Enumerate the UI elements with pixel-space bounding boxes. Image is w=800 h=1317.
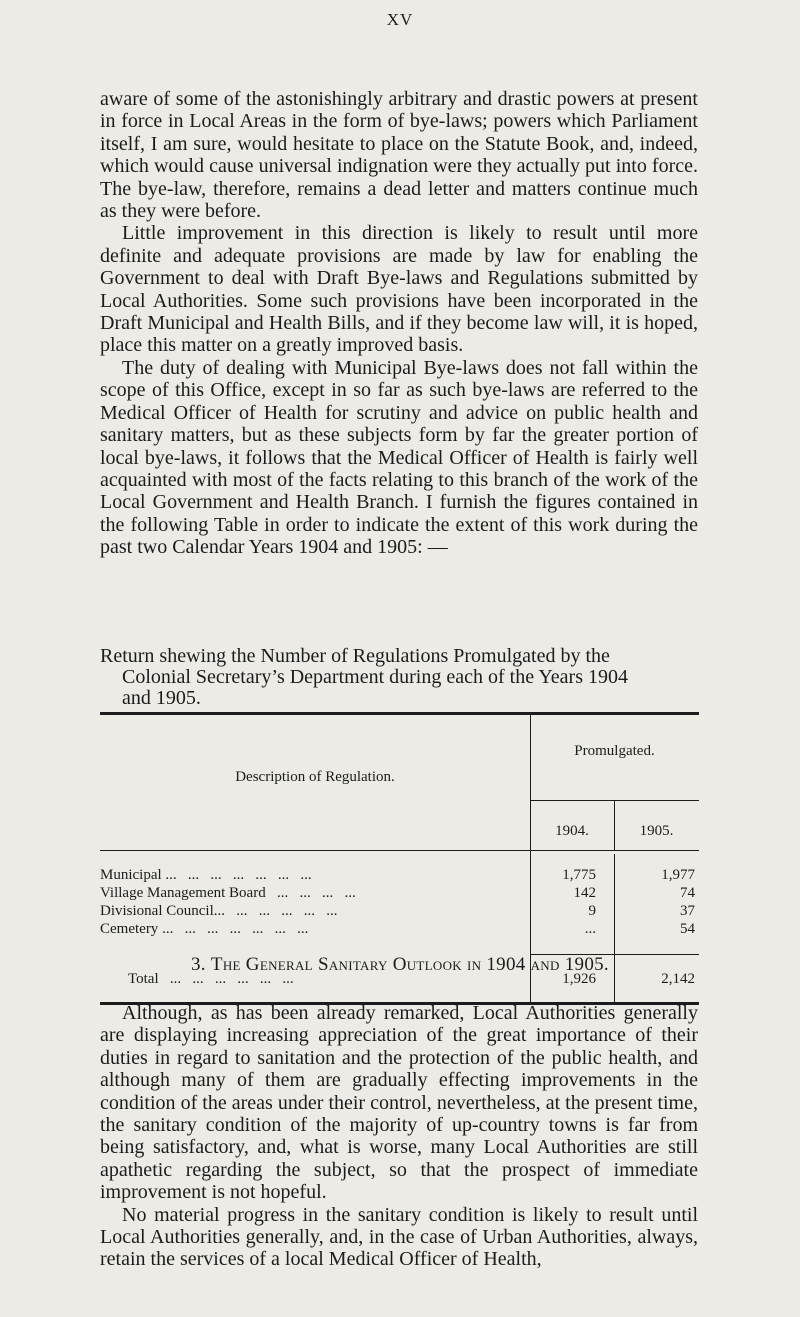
paragraph: Although, as has been already remarked, Local Authorities generally are displaying increasing appreciation of the great importance of their duties in regard to sanitation and the protection of the public health, and although many of them are gradually effecting improvements in the condition of the areas under their control, nevertheless, at the present time, the sanitary condition of the majority of up-country towns is far from being satisfactory, and, what is worse, many Local Authorities are still apathetic regarding the subject, so that the prospect of immediate improvement is not hopeful. (100, 1002, 698, 1204)
section-number: 3. (191, 954, 206, 975)
header-1905: 1905. (639, 823, 674, 839)
paragraph: The duty of dealing with Municipal Bye-laws does not fall within the scope of this Office, except in so far as such bye-laws are referred to the Medical Officer of Health for scrutiny and advice on public health and sanitary matters, but as these subjects form by far the greater portion of local bye-laws, it follows that the Medical Officer of Health is fairly well acquainted with most of the facts relating to this branch of the work of the Local Government and Health Branch. I furnish the figures contained in the following Table in order to indicate the extent of this work during the past two Calendar Years 1904 and 1905: — (100, 356, 698, 559)
page-number: XV (386, 10, 414, 29)
header-1904: 1904. (555, 823, 589, 839)
header-promulgated: Promulgated. (574, 743, 655, 759)
table-cell-1905: 37 (680, 903, 695, 919)
caption-line: Return shewing the Number of Regulations Promulgated by the (100, 645, 610, 667)
table-cell-1905: 54 (680, 921, 695, 937)
table-cell-1904: 9 (588, 903, 596, 919)
table-row-label: Divisional Council... ... ... ... ... ... (100, 903, 338, 919)
paragraph: No material progress in the sanitary condition is likely to result until Local Authorities generally, and, in the case of Urban Authorities, always, retain the services of a local Medical Officer of Health, (100, 1203, 698, 1271)
table-cell-1904: 1,775 (562, 867, 596, 883)
table-top-rule (100, 712, 699, 715)
table-total-1905: 2,142 (661, 971, 695, 987)
header-description: Description of Regulation. (235, 769, 395, 785)
table-cell-1905: 74 (680, 885, 695, 901)
table-row-label: Municipal ... ... ... ... ... ... ... (100, 867, 312, 883)
table-caption (100, 646, 700, 709)
table-cell-1904: 142 (573, 885, 596, 901)
paragraph: aware of some of the astonishingly arbitrary and drastic powers at present in force in Local Areas in the form of bye-laws; powers which Parliament itself, I am sure, would hesitate to place on the Statute Book, and, indeed, which would cause universal indignation were they actually put into force. The bye-law, therefore, remains a dead letter and matters continue much as they were before. (100, 88, 698, 223)
section-title: The General Sanitary Outlook in 1904 and 1905. (210, 954, 609, 975)
paragraph: Little improvement in this direction is likely to result until more definite and adequate provisions are made by law for enabling the Government to deal with Draft Bye-laws and Regulations submitted by Local Authorities. Some such provisions have been incorporated in the Draft Municipal and Health Bills, and if they become law will, it is hoped, place this matter on a greatly improved basis. (100, 222, 698, 357)
section-heading (100, 954, 700, 976)
table-cell-1904: ... (584, 921, 596, 937)
table-row-label: Cemetery ... ... ... ... ... ... ... (100, 921, 309, 937)
header-bottom-rule (100, 850, 699, 851)
caption-line: and 1905. (122, 687, 201, 709)
table-total-label: Total ... ... ... ... ... ... (128, 971, 294, 987)
intro-paragraphs (100, 88, 698, 559)
table-row-label: Village Management Board ... ... ... ... (100, 885, 356, 901)
section-paragraphs (100, 1002, 698, 1271)
table-cell-1905: 1,977 (661, 867, 695, 883)
table-total-1904: 1,926 (562, 971, 596, 987)
caption-line: Colonial Secretary’s Department during each of the Years 1904 (122, 666, 628, 688)
